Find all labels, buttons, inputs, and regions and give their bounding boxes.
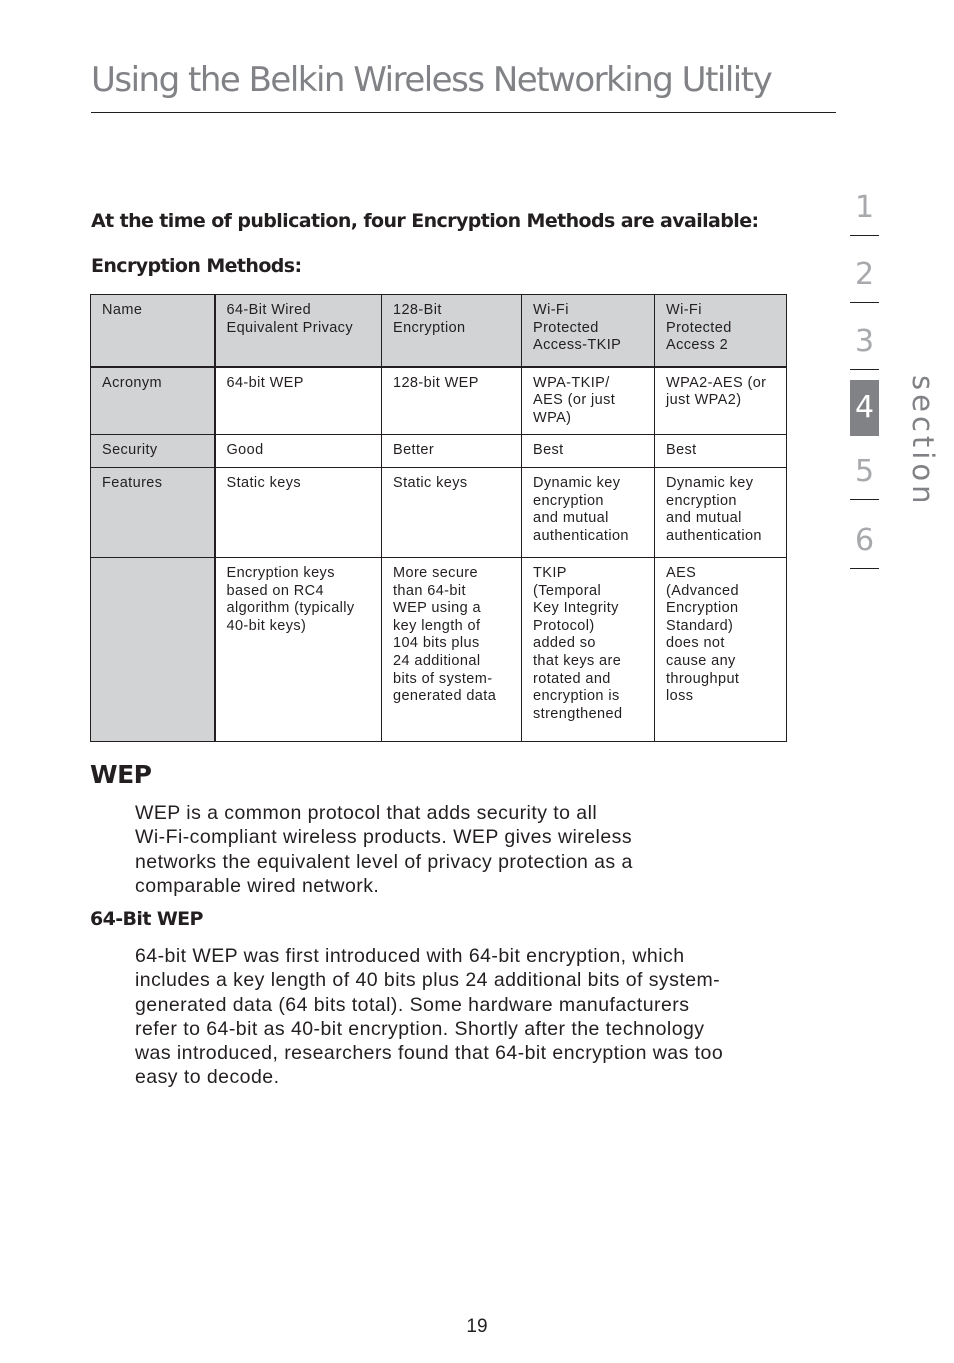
page-title: Using the Belkin Wireless Networking Utility [91, 60, 772, 100]
table-row [91, 435, 787, 468]
table-cell-line: authentication [533, 527, 629, 544]
table-cell-line: AES [666, 565, 697, 581]
table-cell-line: does not [666, 635, 725, 652]
table-cell-line: and mutual [666, 510, 742, 527]
wep-line: comparable wired network. [135, 874, 380, 897]
table-cell-line: than 64-bit [393, 582, 466, 599]
table-cell-line: 64-bit WEP [226, 374, 304, 391]
wep64-line: includes a key length of 40 bits plus 24 additional bits of system- [135, 969, 721, 992]
table-cell-line: WEP using a [393, 600, 481, 617]
table-cell-line: cause any [666, 652, 736, 669]
table-cell-line: Standard) [666, 617, 734, 634]
table-cell-line: 40-bit keys) [226, 617, 307, 634]
table-cell-line: Better [393, 442, 435, 458]
table-cell-line: Protected [666, 319, 732, 336]
wep64-line: generated data (64 bits total). Some hardware manufacturers [135, 993, 690, 1016]
table-cell-line: algorithm (typically [226, 600, 355, 617]
table-row-label: Acronym [91, 367, 215, 435]
table-cell-line: and mutual [533, 510, 609, 527]
table-cell-line: AES (or just [533, 392, 616, 409]
table-cell-line: bits of system- [393, 670, 493, 687]
table-cell-line: Encryption [393, 319, 466, 336]
table-cell-line: 128-Bit [393, 302, 442, 318]
table-cell [215, 558, 382, 742]
table-cell-line: Access-TKIP [533, 337, 622, 354]
table-cell-line: 104 bits plus [393, 635, 480, 652]
table-cell-line: (Temporal [533, 582, 602, 599]
table-cell [655, 295, 787, 367]
table-cell-line: authentication [666, 527, 762, 544]
table-cell-line: throughput [666, 670, 740, 687]
table-cell-line: that keys are [533, 652, 622, 669]
table-cell-line: encryption [533, 492, 604, 509]
table-cell-line: Best [666, 442, 697, 458]
table-cell-line: Best [533, 442, 564, 458]
table-cell [215, 367, 382, 435]
table-cell [655, 558, 787, 742]
table-cell-line: strengthened [533, 705, 623, 722]
table-cell [215, 435, 382, 468]
table-cell-line: Equivalent Privacy [226, 319, 353, 336]
table-cell-line: generated data [393, 688, 497, 705]
page-number: 19 [466, 1316, 488, 1337]
title-divider [91, 112, 836, 113]
wep-line: WEP is a common protocol that adds security to all [135, 802, 598, 824]
wep64-line: 64-bit WEP was first introduced with 64-bit encryption, which [135, 945, 685, 967]
table-row [91, 295, 787, 367]
section-number-6: 6 [850, 513, 879, 569]
table-cell-line: WPA-TKIP/ [533, 374, 610, 391]
section-label [880, 375, 940, 508]
table-cell [522, 468, 655, 558]
table-row-label [91, 558, 215, 742]
table-cell [522, 367, 655, 435]
table-cell-line: rotated and [533, 670, 611, 687]
table-cell [382, 367, 522, 435]
table-cell-line: TKIP [533, 565, 567, 581]
section-number-2: 2 [850, 247, 879, 303]
table-cell-line: Dynamic key [666, 475, 754, 491]
table-cell-line: More secure [393, 565, 478, 581]
table-cell-line: Good [226, 442, 264, 458]
table-cell-line: just WPA2) [666, 392, 742, 409]
wep-line: networks the equivalent level of privacy protection as a [135, 850, 633, 873]
table-cell [655, 468, 787, 558]
table-cell [215, 295, 382, 367]
table-row [91, 558, 787, 742]
table-cell [382, 435, 522, 468]
table-cell-line: Static keys [226, 475, 302, 491]
table-cell [382, 558, 522, 742]
table-cell [655, 367, 787, 435]
wep64-paragraph [135, 944, 723, 1090]
encryption-methods-heading: Encryption Methods: [91, 255, 302, 277]
table-cell-line: encryption is [533, 688, 620, 705]
table-cell-line: 24 additional [393, 652, 481, 669]
section-number-5: 5 [850, 444, 879, 500]
table-cell-line: Encryption [666, 600, 739, 617]
table-row [91, 468, 787, 558]
table-cell-line: Static keys [393, 475, 468, 491]
wep64-line: was introduced, researchers found that 64-bit encryption was too [135, 1042, 724, 1065]
table-cell-line: loss [666, 688, 694, 705]
table-cell [215, 468, 382, 558]
section-number-4-active: 4 [850, 380, 879, 436]
encryption-methods-table [90, 294, 787, 742]
table-cell [522, 295, 655, 367]
table-cell [382, 468, 522, 558]
intro-text: At the time of publication, four Encryption Methods are available: [91, 210, 759, 232]
section-label-text: section [906, 375, 940, 508]
section-number-1: 1 [850, 180, 879, 236]
table-cell-line: WPA2-AES (or [666, 374, 767, 391]
wep-line: Wi-Fi-compliant wireless products. WEP gives wireless [135, 826, 633, 849]
table-cell-line: WPA) [533, 409, 572, 426]
table-cell-line: Encryption keys [226, 565, 335, 581]
table-row-label: Name [91, 295, 215, 367]
table-cell-line: based on RC4 [226, 582, 324, 599]
table-cell-line: added so [533, 635, 596, 652]
table-cell-line: Protected [533, 319, 599, 336]
table-cell-line: 64-Bit Wired [226, 302, 312, 318]
table-cell [382, 295, 522, 367]
wep64-line: refer to 64-bit as 40-bit encryption. Shortly after the technology [135, 1017, 705, 1040]
table-cell-line: Wi-Fi [666, 302, 702, 318]
wep64-line: easy to decode. [135, 1066, 280, 1089]
table-cell-line: 128-bit WEP [393, 374, 479, 391]
table-cell-line: Key Integrity [533, 600, 619, 617]
table-row-label: Security [91, 435, 215, 468]
table-row-label: Features [91, 468, 215, 558]
wep-paragraph [135, 801, 633, 898]
table-cell [655, 435, 787, 468]
section-number-3: 3 [850, 314, 879, 370]
table-cell-line: encryption [666, 492, 737, 509]
table-cell-line: Access 2 [666, 337, 729, 354]
wep64-heading: 64-Bit WEP [90, 908, 203, 930]
table-cell [522, 435, 655, 468]
table-cell-line: Protocol) [533, 617, 595, 634]
table-cell-line: Dynamic key [533, 475, 621, 491]
table-cell-line: (Advanced [666, 582, 739, 599]
table-cell [522, 558, 655, 742]
table-cell-line: Wi-Fi [533, 302, 569, 318]
wep-heading: WEP [90, 760, 152, 789]
table-cell-line: key length of [393, 617, 481, 634]
table-row [91, 367, 787, 435]
